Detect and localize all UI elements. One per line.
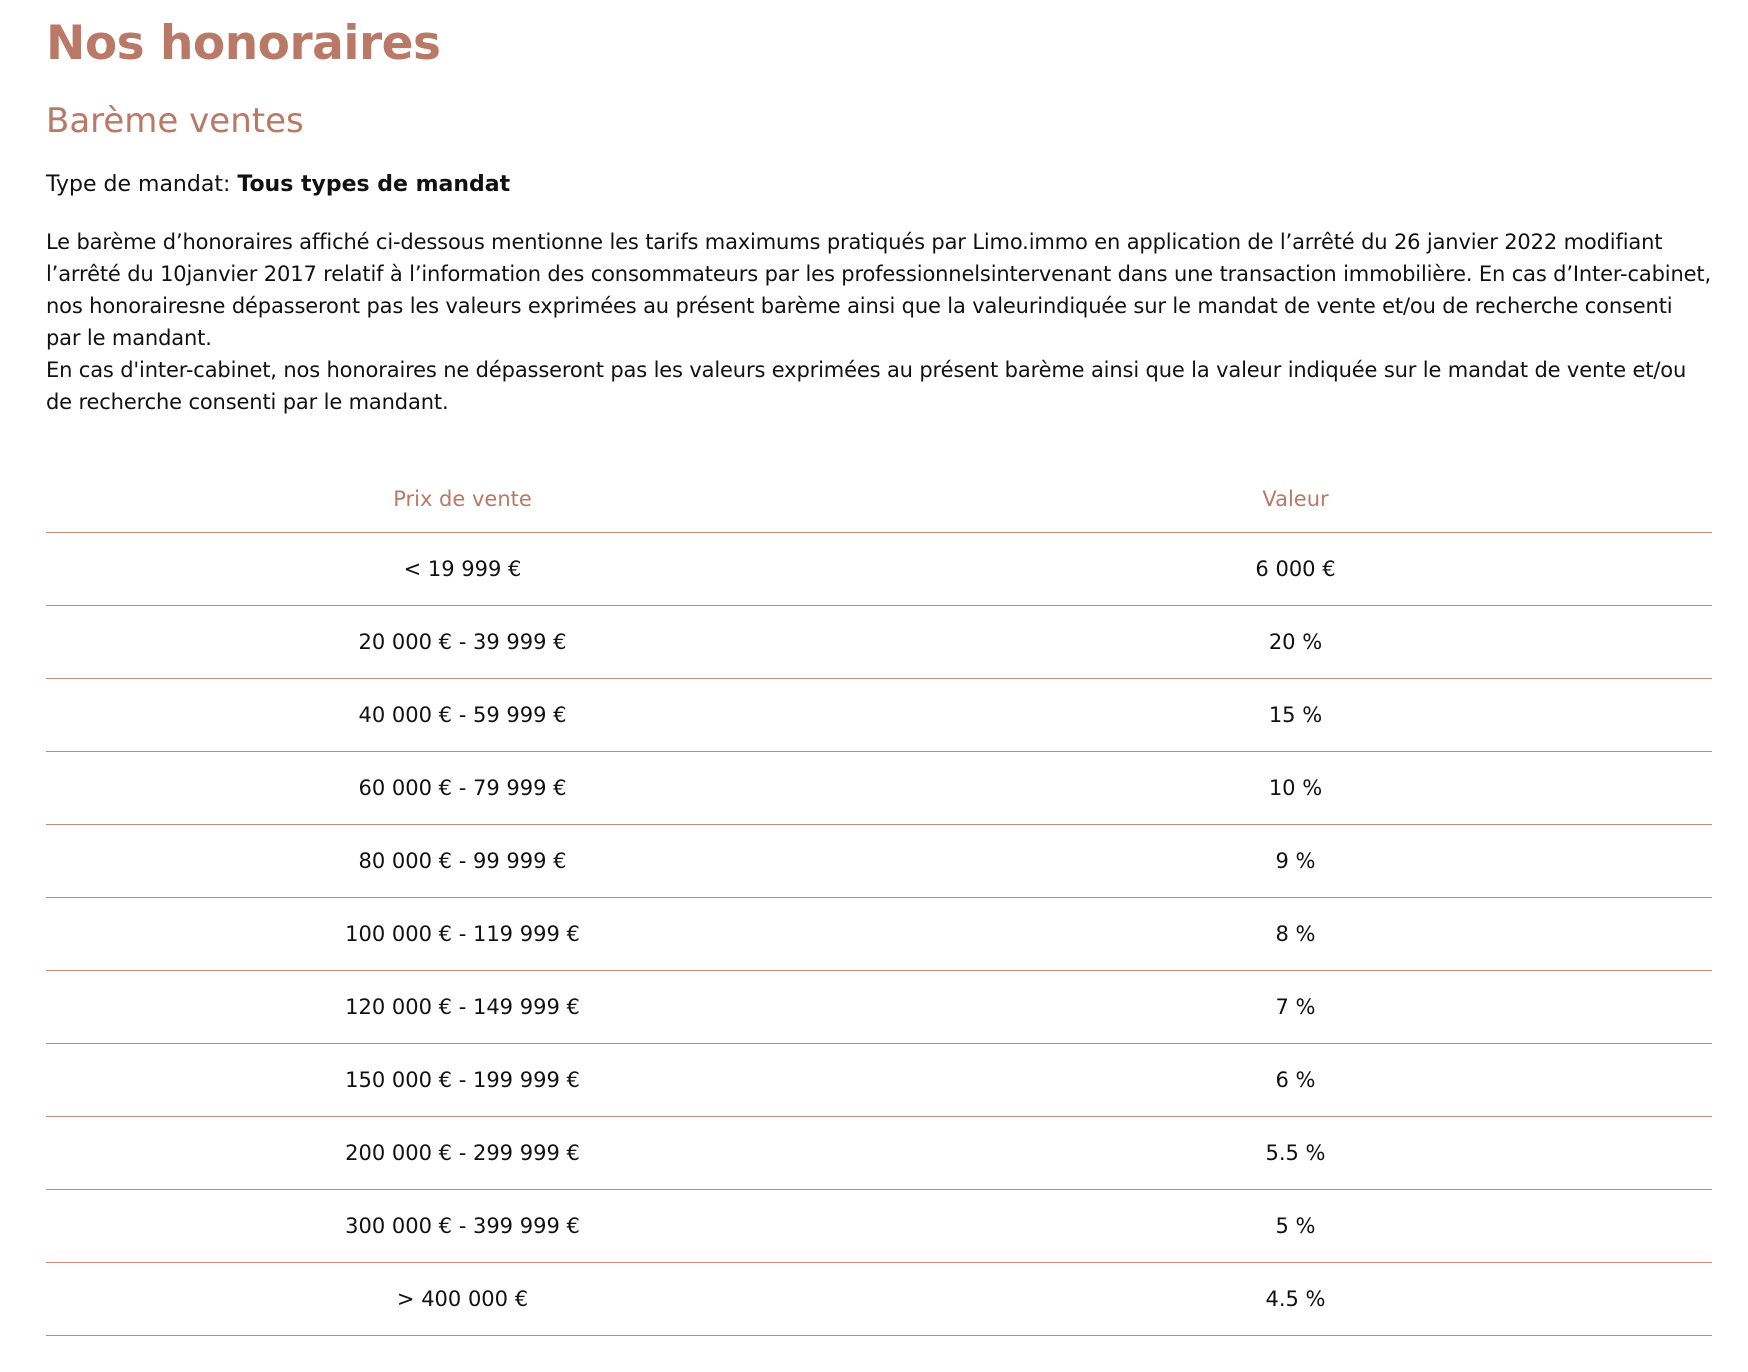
fee-value-cell: 10 % [879, 752, 1712, 825]
fee-value-cell: 15 % [879, 679, 1712, 752]
price-range-cell: 300 000 € - 399 999 € [46, 1190, 879, 1263]
price-range-cell: > 400 000 € [46, 1263, 879, 1336]
fee-value-cell: 5.5 % [879, 1117, 1712, 1190]
fees-table [46, 466, 1712, 1336]
price-range-cell: 120 000 € - 149 999 € [46, 971, 879, 1044]
table-row [46, 679, 1712, 752]
table-row [46, 1190, 1712, 1263]
fees-page [46, 0, 1712, 1336]
table-row [46, 971, 1712, 1044]
table-row [46, 825, 1712, 898]
section-title: Barème ventes [46, 101, 304, 141]
price-range-cell: 200 000 € - 299 999 € [46, 1117, 879, 1190]
mandate-type-value: Tous types de mandat [237, 172, 511, 197]
fee-value-cell: 6 000 € [879, 533, 1712, 606]
table-row [46, 606, 1712, 679]
fees-description [46, 226, 1712, 418]
fee-value-cell: 6 % [879, 1044, 1712, 1117]
fee-value-cell: 7 % [879, 971, 1712, 1044]
table-row [46, 752, 1712, 825]
price-range-cell: < 19 999 € [46, 533, 879, 606]
price-range-cell: 150 000 € - 199 999 € [46, 1044, 879, 1117]
price-range-cell: 20 000 € - 39 999 € [46, 606, 879, 679]
fee-value-cell: 8 % [879, 898, 1712, 971]
fee-value-cell: 5 % [879, 1190, 1712, 1263]
page-title: Nos honoraires [46, 16, 441, 71]
fee-value-cell: 4.5 % [879, 1263, 1712, 1336]
price-range-cell: 80 000 € - 99 999 € [46, 825, 879, 898]
column-header-price: Prix de vente [46, 466, 879, 533]
fees-description-paragraph-2: En cas d'inter-cabinet, nos honoraires ne dépasseront pas les valeurs exprimées au présent barème ainsi que la valeur indiquée sur le mandat de vente et/ou de recherche consenti par le mandant. [46, 358, 1687, 414]
table-row [46, 1117, 1712, 1190]
column-header-value: Valeur [879, 466, 1712, 533]
price-range-cell: 40 000 € - 59 999 € [46, 679, 879, 752]
price-range-cell: 100 000 € - 119 999 € [46, 898, 879, 971]
fee-value-cell: 20 % [879, 606, 1712, 679]
table-row [46, 1044, 1712, 1117]
table-row [46, 898, 1712, 971]
table-row [46, 533, 1712, 606]
table-header-row [46, 466, 1712, 533]
mandate-type [46, 170, 1712, 200]
fees-description-paragraph-1: Le barème d’honoraires affiché ci-dessous mentionne les tarifs maximums pratiqués par Limo.immo en application de l’arrêté du 26 janvier 2022 modifiant l’arrêté du 10janvier 2017 relatif à l’information des consommateurs par les professionnelsintervenant dans une transaction immobilière. En cas d’Inter-cabinet, nos honorairesne dépasseront pas les valeurs exprimées au présent barème ainsi que la valeurindiquée sur le mandat de vente et/ou de recherche consenti par le mandant. [46, 230, 1712, 350]
fee-value-cell: 9 % [879, 825, 1712, 898]
mandate-type-label: Type de mandat: [46, 172, 238, 197]
fees-table-body [46, 533, 1712, 1336]
table-row [46, 1263, 1712, 1336]
price-range-cell: 60 000 € - 79 999 € [46, 752, 879, 825]
